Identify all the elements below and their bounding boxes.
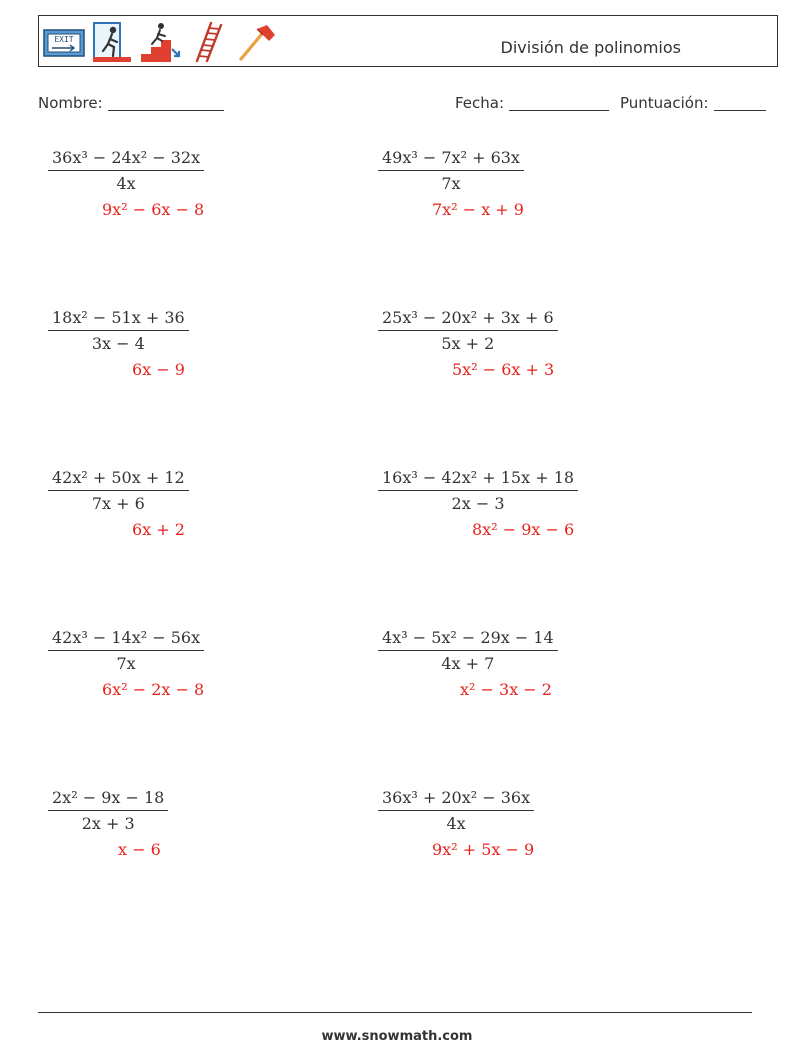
denominator: 4x: [116, 174, 136, 193]
exit-sign-text: EXIT: [54, 35, 74, 44]
answer: 8x² − 9x − 6: [472, 520, 575, 539]
name-label: Nombre:: [38, 94, 103, 112]
denominator: 3x − 4: [91, 334, 145, 353]
ladder-icon: [187, 21, 229, 63]
answer: x − 6: [118, 840, 161, 859]
fraction: [48, 308, 189, 353]
date-field[interactable]: [455, 94, 609, 112]
problem-5: [48, 468, 189, 539]
denominator: 7x: [116, 654, 136, 673]
answer: 5x² − 6x + 3: [452, 360, 555, 379]
problem-6: [378, 468, 578, 539]
problem-7: [48, 628, 205, 699]
problem-4: [378, 308, 558, 379]
answer: x² − 3x − 2: [460, 680, 552, 699]
problem-9: [48, 788, 168, 859]
answer: 9x² − 6x − 8: [102, 200, 205, 219]
answer: 6x² − 2x − 8: [102, 680, 205, 699]
fraction: [378, 148, 524, 193]
date-label: Fecha:: [455, 94, 505, 112]
fraction: [48, 148, 204, 193]
numerator: 16x³ − 42x² + 15x + 18: [378, 468, 578, 491]
emergency-exit-door-icon: [91, 21, 133, 63]
score-label: Puntuación:: [620, 94, 709, 112]
problem-8: [378, 628, 558, 699]
numerator: 42x² + 50x + 12: [48, 468, 189, 491]
exit-sign-icon: [43, 21, 85, 63]
problem-10: [378, 788, 535, 859]
denominator: 4x + 7: [441, 654, 495, 673]
score-blank[interactable]: [714, 96, 766, 111]
numerator: 25x³ − 20x² + 3x + 6: [378, 308, 558, 331]
numerator: 2x² − 9x − 18: [48, 788, 168, 811]
footer-divider: [38, 1012, 752, 1013]
answer: 7x² − x + 9: [432, 200, 524, 219]
fraction: [378, 628, 558, 673]
footer-url[interactable]: www.snowmath.com: [321, 1029, 473, 1044]
date-blank[interactable]: [509, 96, 609, 111]
denominator: 7x + 6: [91, 494, 145, 513]
fraction: [378, 308, 558, 353]
numerator: 42x³ − 14x² − 56x: [48, 628, 204, 651]
numerator: 36x³ + 20x² − 36x: [378, 788, 534, 811]
fraction: [48, 628, 204, 673]
problem-1: [48, 148, 205, 219]
fraction: [378, 788, 534, 833]
evacuation-stairs-icon: [139, 21, 181, 63]
header-box: [38, 15, 778, 67]
answer: 9x² + 5x − 9: [432, 840, 535, 859]
denominator: 7x: [441, 174, 461, 193]
fraction: [48, 788, 168, 833]
answer: 6x + 2: [132, 520, 185, 539]
numerator: 4x³ − 5x² − 29x − 14: [378, 628, 558, 651]
answer: 6x − 9: [132, 360, 185, 379]
icon-strip: [43, 21, 277, 63]
numerator: 36x³ − 24x² − 32x: [48, 148, 204, 171]
fraction: [48, 468, 189, 513]
score-field[interactable]: [620, 94, 766, 112]
numerator: 49x³ − 7x² + 63x: [378, 148, 524, 171]
denominator: 5x + 2: [441, 334, 495, 353]
denominator: 2x + 3: [81, 814, 135, 833]
problem-3: [48, 308, 189, 379]
fire-axe-icon: [235, 21, 277, 63]
name-field[interactable]: [38, 94, 224, 112]
denominator: 2x − 3: [451, 494, 505, 513]
page-title: División de polinomios: [500, 38, 681, 57]
fraction: [378, 468, 578, 513]
denominator: 4x: [446, 814, 466, 833]
name-blank[interactable]: [108, 96, 224, 111]
problem-2: [378, 148, 524, 219]
numerator: 18x² − 51x + 36: [48, 308, 189, 331]
